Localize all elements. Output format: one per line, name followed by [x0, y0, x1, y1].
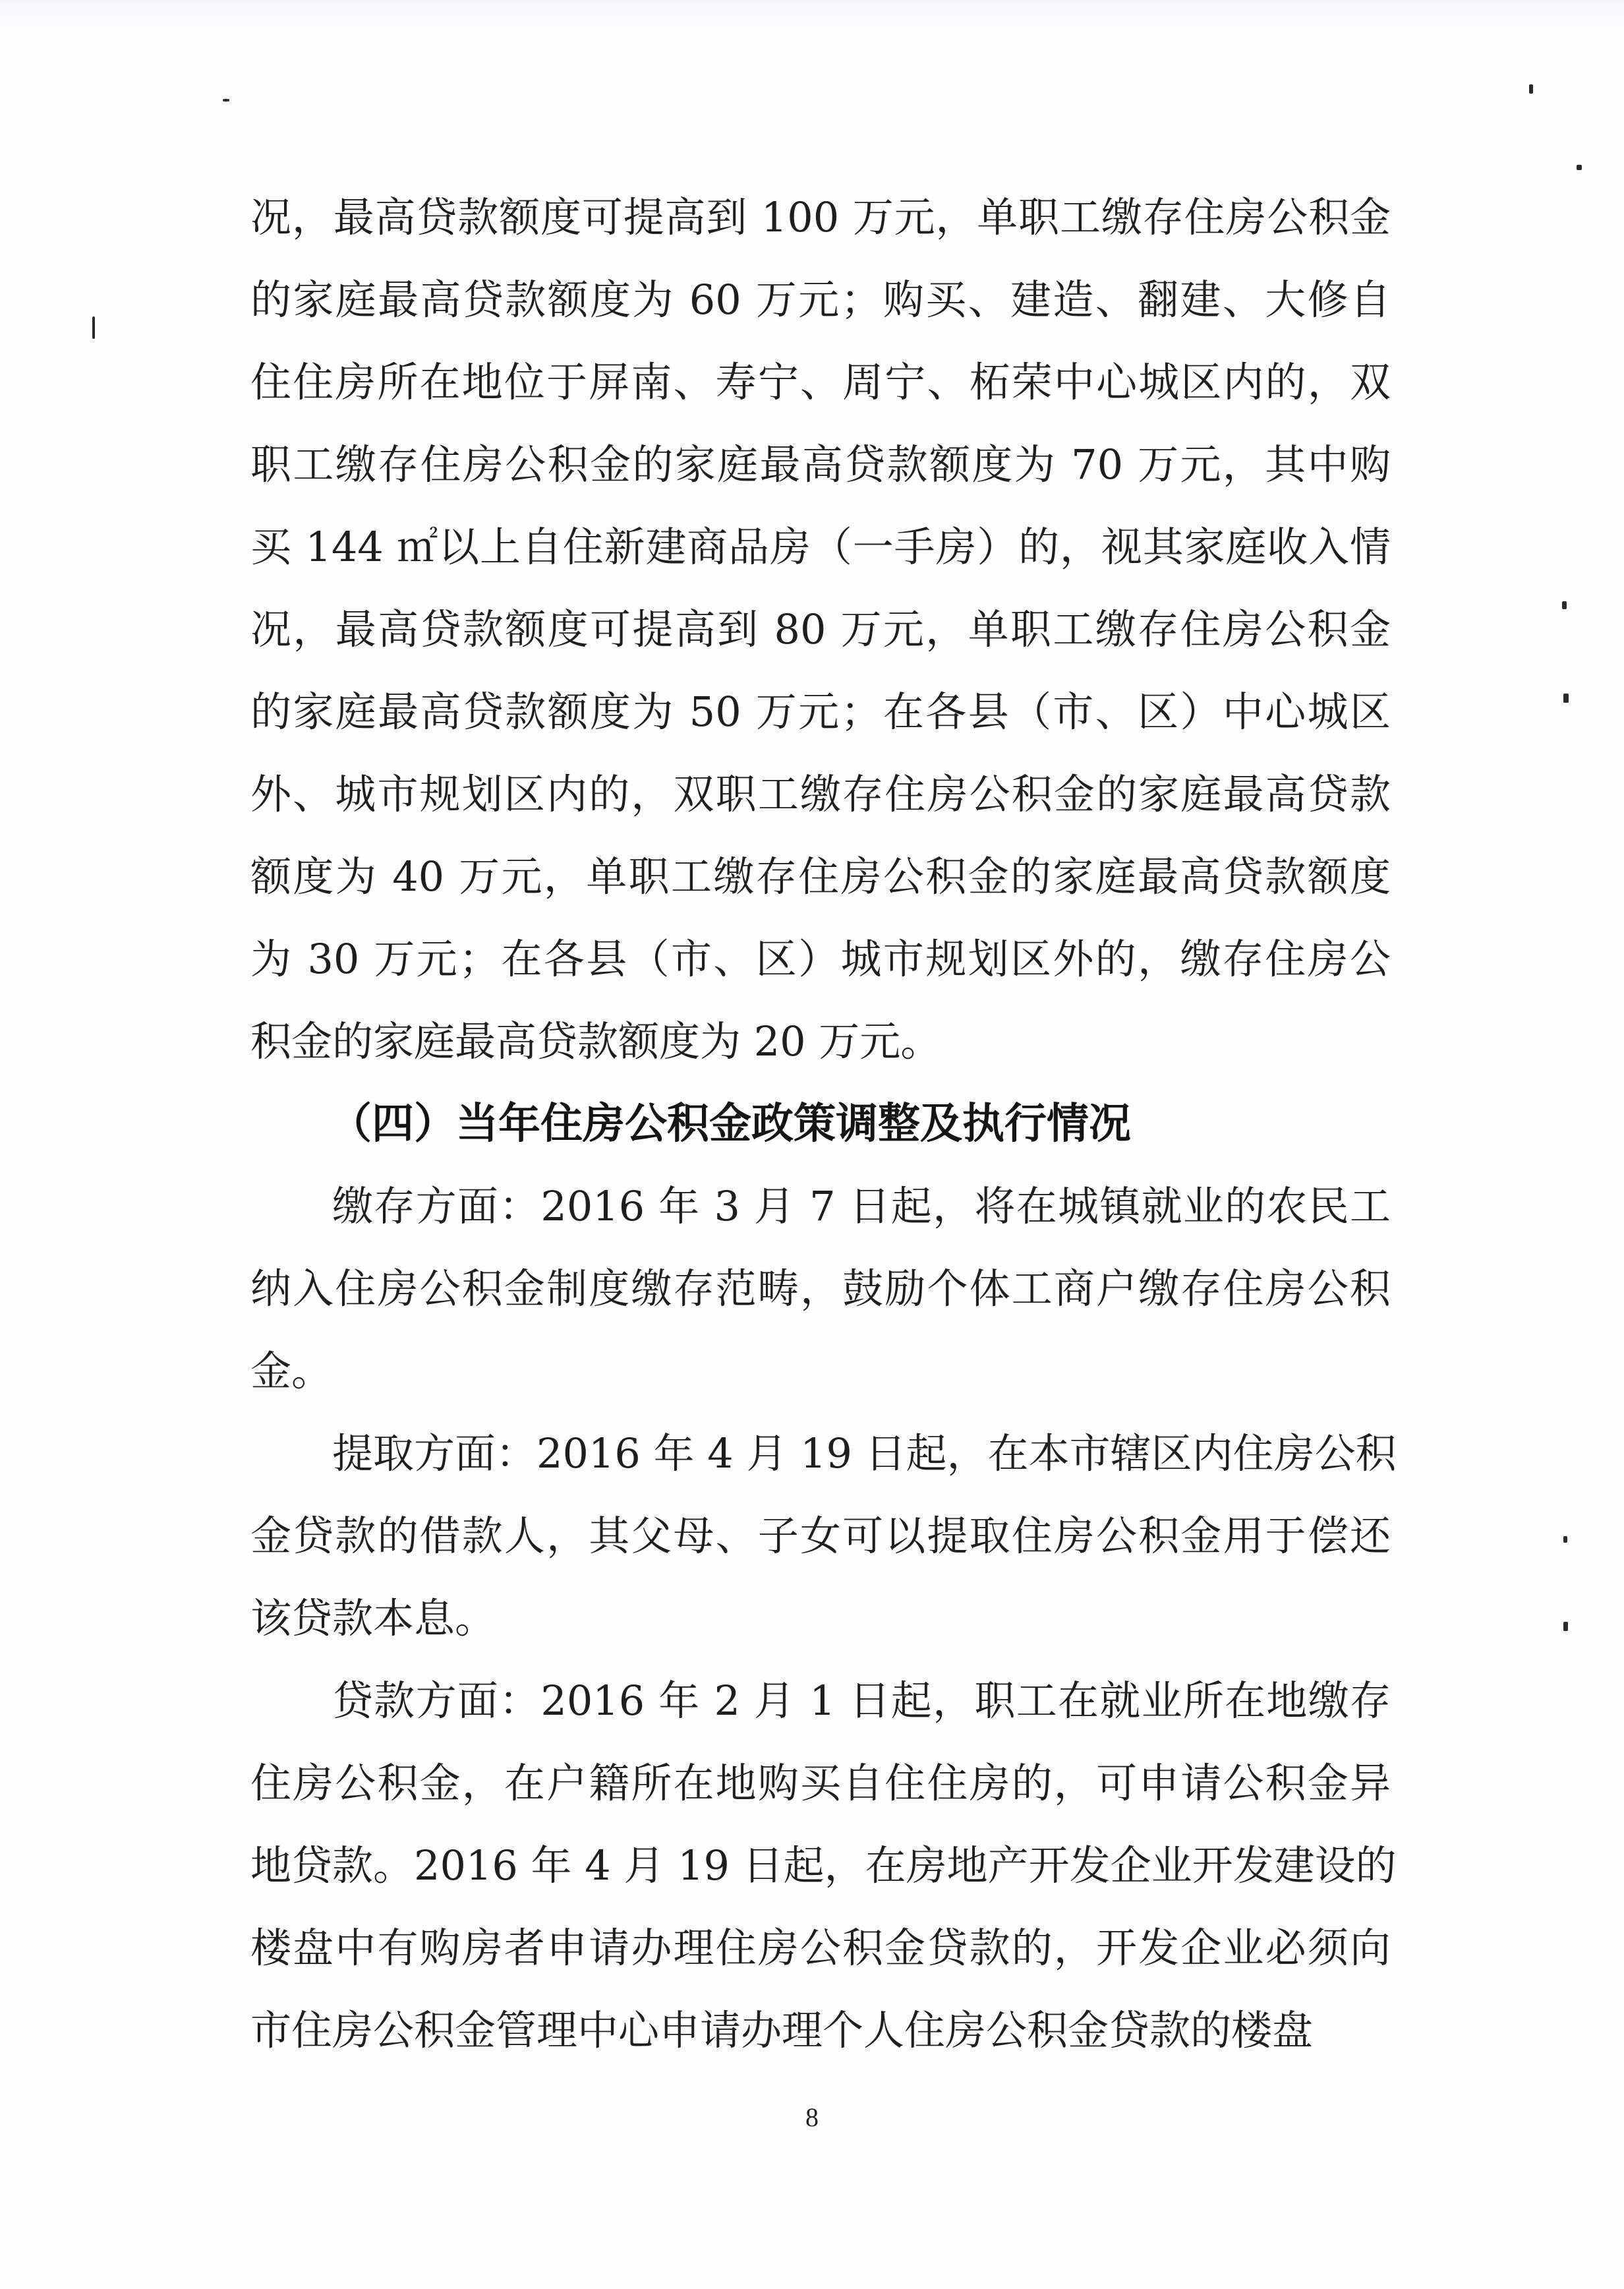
- paragraph-line: 况，最高贷款额度可提高到 100 万元，单职工缴存住房公积金: [250, 193, 1391, 241]
- deposit-line: 金。: [250, 1347, 333, 1395]
- scan-speck: [1563, 1622, 1568, 1631]
- deposit-line: 纳入住房公积金制度缴存范畴，鼓励个体工商户缴存住房公积: [250, 1264, 1391, 1313]
- scan-speck: [1562, 601, 1567, 609]
- paragraph-line: 职工缴存住房公积金的家庭最高贷款额度为 70 万元，其中购: [250, 440, 1391, 489]
- scan-speck: [1577, 165, 1582, 170]
- scan-speck: [1563, 694, 1569, 703]
- paragraph-line: 买 144 ㎡以上自住新建商品房（一手房）的，视其家庭收入情: [250, 523, 1391, 571]
- paragraph-line: 况，最高贷款额度可提高到 80 万元，单职工缴存住房公积金: [250, 605, 1391, 653]
- withdraw-line: 提取方面：2016 年 4 月 19 日起，在本市辖区内住房公积: [332, 1429, 1397, 1477]
- loan-line: 住房公积金，在户籍所在地购买自住住房的，可申请公积金异: [250, 1759, 1391, 1807]
- loan-line: 市住房公积金管理中心申请办理个人住房公积金贷款的楼盘: [250, 2006, 1314, 2054]
- paragraph-line: 的家庭最高贷款额度为 50 万元；在各县（市、区）中心城区: [250, 688, 1391, 736]
- loan-line: 地贷款。2016 年 4 月 19 日起，在房地产开发企业开发建设的: [250, 1841, 1397, 1889]
- paragraph-line: 住住房所在地位于屏南、寿宁、周宁、柘荣中心城区内的，双: [250, 358, 1391, 406]
- paragraph-line: 积金的家庭最高贷款额度为 20 万元。: [250, 1017, 942, 1065]
- paragraph-line: 外、城市规划区内的，双职工缴存住房公积金的家庭最高贷款: [250, 770, 1391, 818]
- scan-speck: [1529, 84, 1533, 94]
- loan-line: 楼盘中有购房者申请办理住房公积金贷款的，开发企业必须向: [250, 1924, 1391, 1972]
- section-heading: （四）当年住房公积金政策调整及执行情况: [330, 1100, 1131, 1148]
- withdraw-line: 该贷款本息。: [250, 1594, 496, 1642]
- paragraph-line: 额度为 40 万元，单职工缴存住房公积金的家庭最高贷款额度: [250, 852, 1391, 901]
- scan-speck: [1563, 1536, 1567, 1543]
- scan-speck: [92, 316, 95, 339]
- paragraph-line: 为 30 万元；在各县（市、区）城市规划区外的，缴存住房公: [250, 935, 1391, 983]
- scan-speck: [223, 99, 229, 102]
- page-number: 8: [805, 2102, 819, 2132]
- withdraw-line: 金贷款的借款人，其父母、子女可以提取住房公积金用于偿还: [250, 1512, 1391, 1560]
- deposit-line: 缴存方面：2016 年 3 月 7 日起，将在城镇就业的农民工: [332, 1182, 1391, 1230]
- loan-line: 贷款方面：2016 年 2 月 1 日起，职工在就业所在地缴存: [332, 1677, 1391, 1725]
- paragraph-line: 的家庭最高贷款额度为 60 万元；购买、建造、翻建、大修自: [250, 276, 1391, 324]
